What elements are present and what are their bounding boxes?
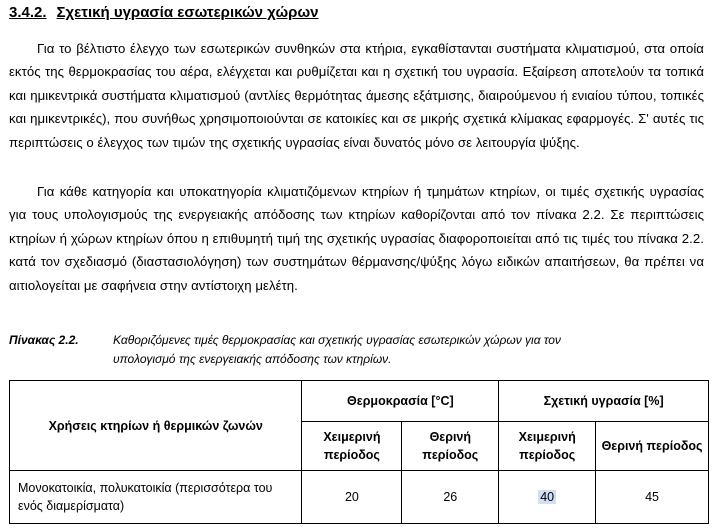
temp-summer-header: Θερινή περίοδος [402, 422, 499, 471]
humidity-summer-header: Θερινή περίοδος [596, 422, 709, 471]
humidity-summer-cell: 45 [596, 471, 709, 524]
section-number: 3.4.2. [9, 4, 47, 21]
table-caption-line1: Καθοριζόμενες τιμές θερμοκρασίας και σχετικής υγρασίας εσωτερικών χώρων για τον [113, 333, 561, 347]
selected-value[interactable]: 40 [540, 490, 555, 504]
values-table [9, 380, 709, 524]
temperature-header: Θερμοκρασία [°C] [302, 381, 499, 422]
temp-winter-cell: 20 [302, 471, 402, 524]
table-caption-label: Πίνακας 2.2. [9, 333, 79, 347]
humidity-winter-header: Χειμερινή περίοδος [499, 422, 596, 471]
table-caption-line2: υπολογισμό της ενεργειακής απόδοσης των κτηρίων. [113, 352, 392, 366]
section-title: Σχετική υγρασία εσωτερικών χώρων [56, 4, 319, 21]
table-row [10, 471, 709, 524]
use-cell: Μονοκατοικία, πολυκατοικία (περισσότερα του ενός διαμερίσματα) [10, 471, 302, 524]
temp-summer-cell: 26 [402, 471, 499, 524]
paragraph-2: Για κάθε κατηγορία και υποκατηγορία κλιματιζόμενων κτηρίων ή τμημάτων κτηρίων, οι τιμές σχετικής υγρασίας για τους υπολογισμούς της ενεργειακής απόδοσης των κτηρίων καθορίζονται από τον πίνακα 2.2. Σε περιπτώσεις κτηρίων ή χώρων κτηρίων όπου η επιθυμητή τιμή της σχετικής υγρασίας διαφοροποιείται από τις τιμές του πίνακα 2.2. κατά τον σχεδιασμό (διαστασιολόγηση) των συστημάτων θέρμανσης/ψύξης λόγω ειδικών απαιτήσεων, θα πρέπει να αιτιολογείται με σαφήνεια στην αντίστοιχη μελέτη. [9, 184, 704, 293]
temp-winter-header: Χειμερινή περίοδος [302, 422, 402, 471]
use-header: Χρήσεις κτηρίων ή θερμικών ζωνών [10, 381, 302, 471]
humidity-header: Σχετική υγρασία [%] [499, 381, 709, 422]
paragraph-1: Για το βέλτιστο έλεγχο των εσωτερικών συνθηκών στα κτήρια, εγκαθίστανται συστήματα κλιματισμού, στα οποία εκτός της θερμοκρασίας του αέρα, ελέγχεται και ρυθμίζεται και η σχετική του υγρασία. Εξαίρεση αποτελούν τα τοπικά και ημικεντρικά συστήματα κλιματισμού (αντλίες θερμότητας άμεσης εξάτμισης, διαιρούμενου ή ενιαίου τύπου, τοπικές και ημικεντρικές), που συνήθως χρησιμοποιούνται σε κατοικίες και σε μικρής σχετικά κλίμακας εφαρμογές. Σ' αυτές τις περιπτώσεις ο έλεγχος των τιμών της σχετικής υγρασίας είναι δυνατός μόνο σε λειτουργία ψύξης. [9, 41, 704, 150]
humidity-winter-cell [499, 471, 596, 524]
section-heading [9, 4, 318, 21]
table-caption [9, 331, 709, 369]
